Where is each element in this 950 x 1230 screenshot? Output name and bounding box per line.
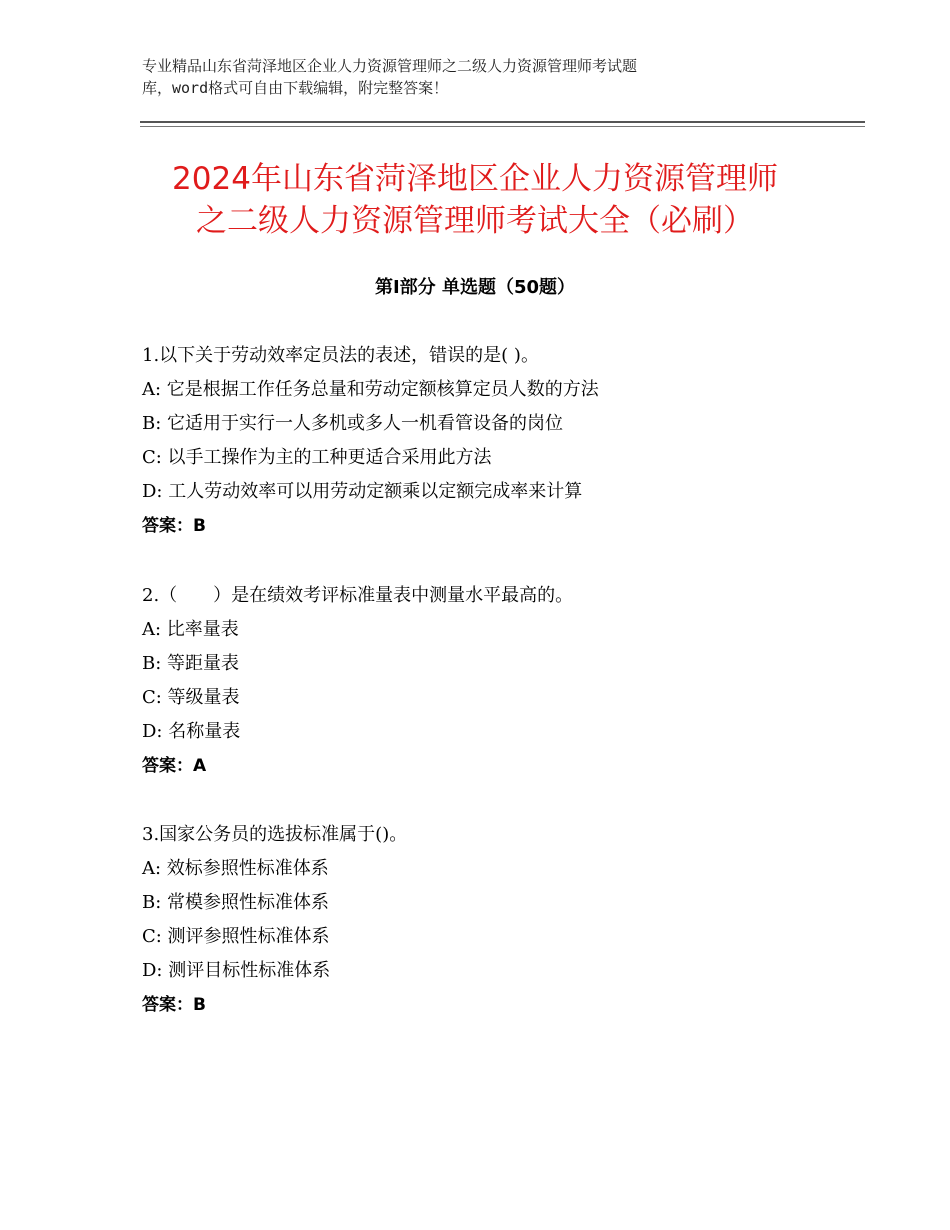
question-3 <box>142 818 862 1022</box>
header-note <box>142 55 782 99</box>
option-a: A: 效标参照性标准体系 <box>142 858 329 879</box>
option-b: B: 常模参照性标准体系 <box>142 892 330 913</box>
section-heading: 第Ⅰ部分 单选题（50题） <box>374 277 575 298</box>
header-divider <box>140 121 865 123</box>
header-note-line: 专业精品山东省菏泽地区企业人力资源管理师之二级人力资源管理师考试题 <box>142 57 638 75</box>
answer-label: 答案：B <box>142 995 206 1015</box>
title-line: 之二级人力资源管理师考试大全（必刷） <box>196 203 754 239</box>
header-divider <box>140 126 865 127</box>
answer-label: 答案：B <box>142 516 206 536</box>
option-b: B: 它适用于实行一人多机或多人一机看管设备的岗位 <box>142 413 564 434</box>
title-line: 2024年山东省菏泽地区企业人力资源管理师 <box>172 161 778 197</box>
question-2 <box>142 579 862 783</box>
document-title <box>130 158 820 242</box>
option-d: D: 测评目标性标准体系 <box>142 960 331 981</box>
option-a: A: 它是根据工作任务总量和劳动定额核算定员人数的方法 <box>142 379 599 400</box>
question-stem: 1.以下关于劳动效率定员法的表述，错误的是( )。 <box>142 345 539 366</box>
question-stem: 3.国家公务员的选拔标准属于()。 <box>142 824 408 845</box>
option-d: D: 名称量表 <box>142 721 241 742</box>
option-c: C: 等级量表 <box>142 687 240 708</box>
answer-label: 答案：A <box>142 756 207 776</box>
question-stem: 2.（ ）是在绩效考评标准量表中测量水平最高的。 <box>142 585 574 606</box>
option-d: D: 工人劳动效率可以用劳动定额乘以定额完成率来计算 <box>142 481 583 502</box>
question-1 <box>142 339 862 543</box>
header-note-line: 库，word格式可自由下载编辑，附完整答案！ <box>142 79 449 97</box>
option-a: A: 比率量表 <box>142 619 239 640</box>
option-c: C: 以手工操作为主的工种更适合采用此方法 <box>142 447 492 468</box>
option-c: C: 测评参照性标准体系 <box>142 926 330 947</box>
option-b: B: 等距量表 <box>142 653 240 674</box>
